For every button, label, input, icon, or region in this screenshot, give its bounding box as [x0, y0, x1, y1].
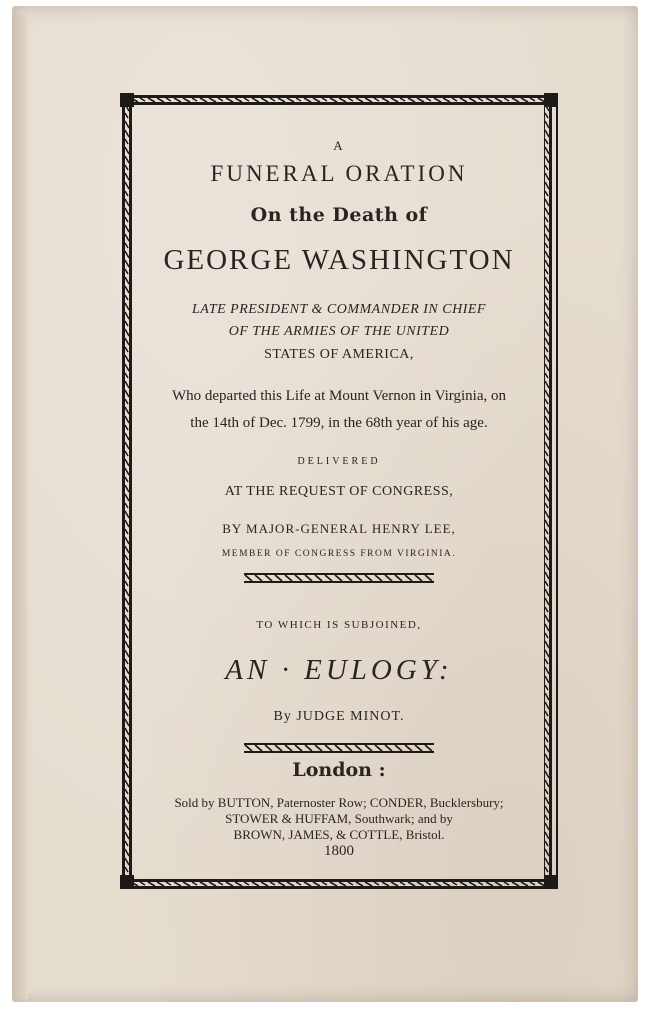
death-notice [134, 383, 544, 437]
blackletter-on-the-death: On the Death of [250, 204, 428, 226]
ornamental-rule-2 [244, 743, 434, 753]
imprint-line-3: BROWN, JAMES, & COTTLE, Bristol. [233, 827, 445, 842]
author-line: BY MAJOR-GENERAL HENRY LEE, [222, 521, 456, 536]
subtitle-late-president [134, 299, 544, 343]
subtitle-states: STATES OF AMERICA, [264, 347, 414, 362]
death-notice-line-2: the 14th of Dec. 1799, in the 68th year of his age. [190, 415, 488, 431]
imprint-line-1: Sold by BUTTON, Paternoster Row; CONDER, Bucklersbury; [174, 795, 504, 810]
eulogy-author: By JUDGE MINOT. [273, 709, 405, 724]
heading-george-washington: GEORGE WASHINGTON [163, 244, 515, 276]
subtitle-line-2: OF THE ARMIES OF THE UNITED [228, 324, 450, 339]
subjoined-line: TO WHICH IS SUBJOINED, [256, 619, 422, 631]
ornamental-rule-1 [244, 573, 434, 583]
article-a: A [333, 138, 345, 153]
imprint-sellers [124, 795, 554, 843]
heading-funeral-oration: FUNERAL ORATION [210, 161, 468, 186]
page-spine [12, 14, 28, 999]
delivered-label: DELIVERED [297, 456, 381, 467]
imprint-line-2: STOWER & HUFFAM, Southwark; and by [225, 811, 453, 826]
request-of-congress: AT THE REQUEST OF CONGRESS, [224, 484, 454, 499]
subtitle-line-1: LATE PRESIDENT & COMMANDER IN CHIEF [192, 302, 486, 317]
death-notice-line-1: Who departed this Life at Mount Vernon in Virginia, on [171, 388, 507, 404]
book-page [12, 6, 638, 1002]
heading-an-eulogy: AN · EULOGY: [225, 654, 453, 686]
author-title: MEMBER OF CONGRESS FROM VIRGINIA. [221, 549, 457, 559]
publication-year: 1800 [324, 843, 354, 859]
imprint-place: London : [292, 759, 386, 781]
